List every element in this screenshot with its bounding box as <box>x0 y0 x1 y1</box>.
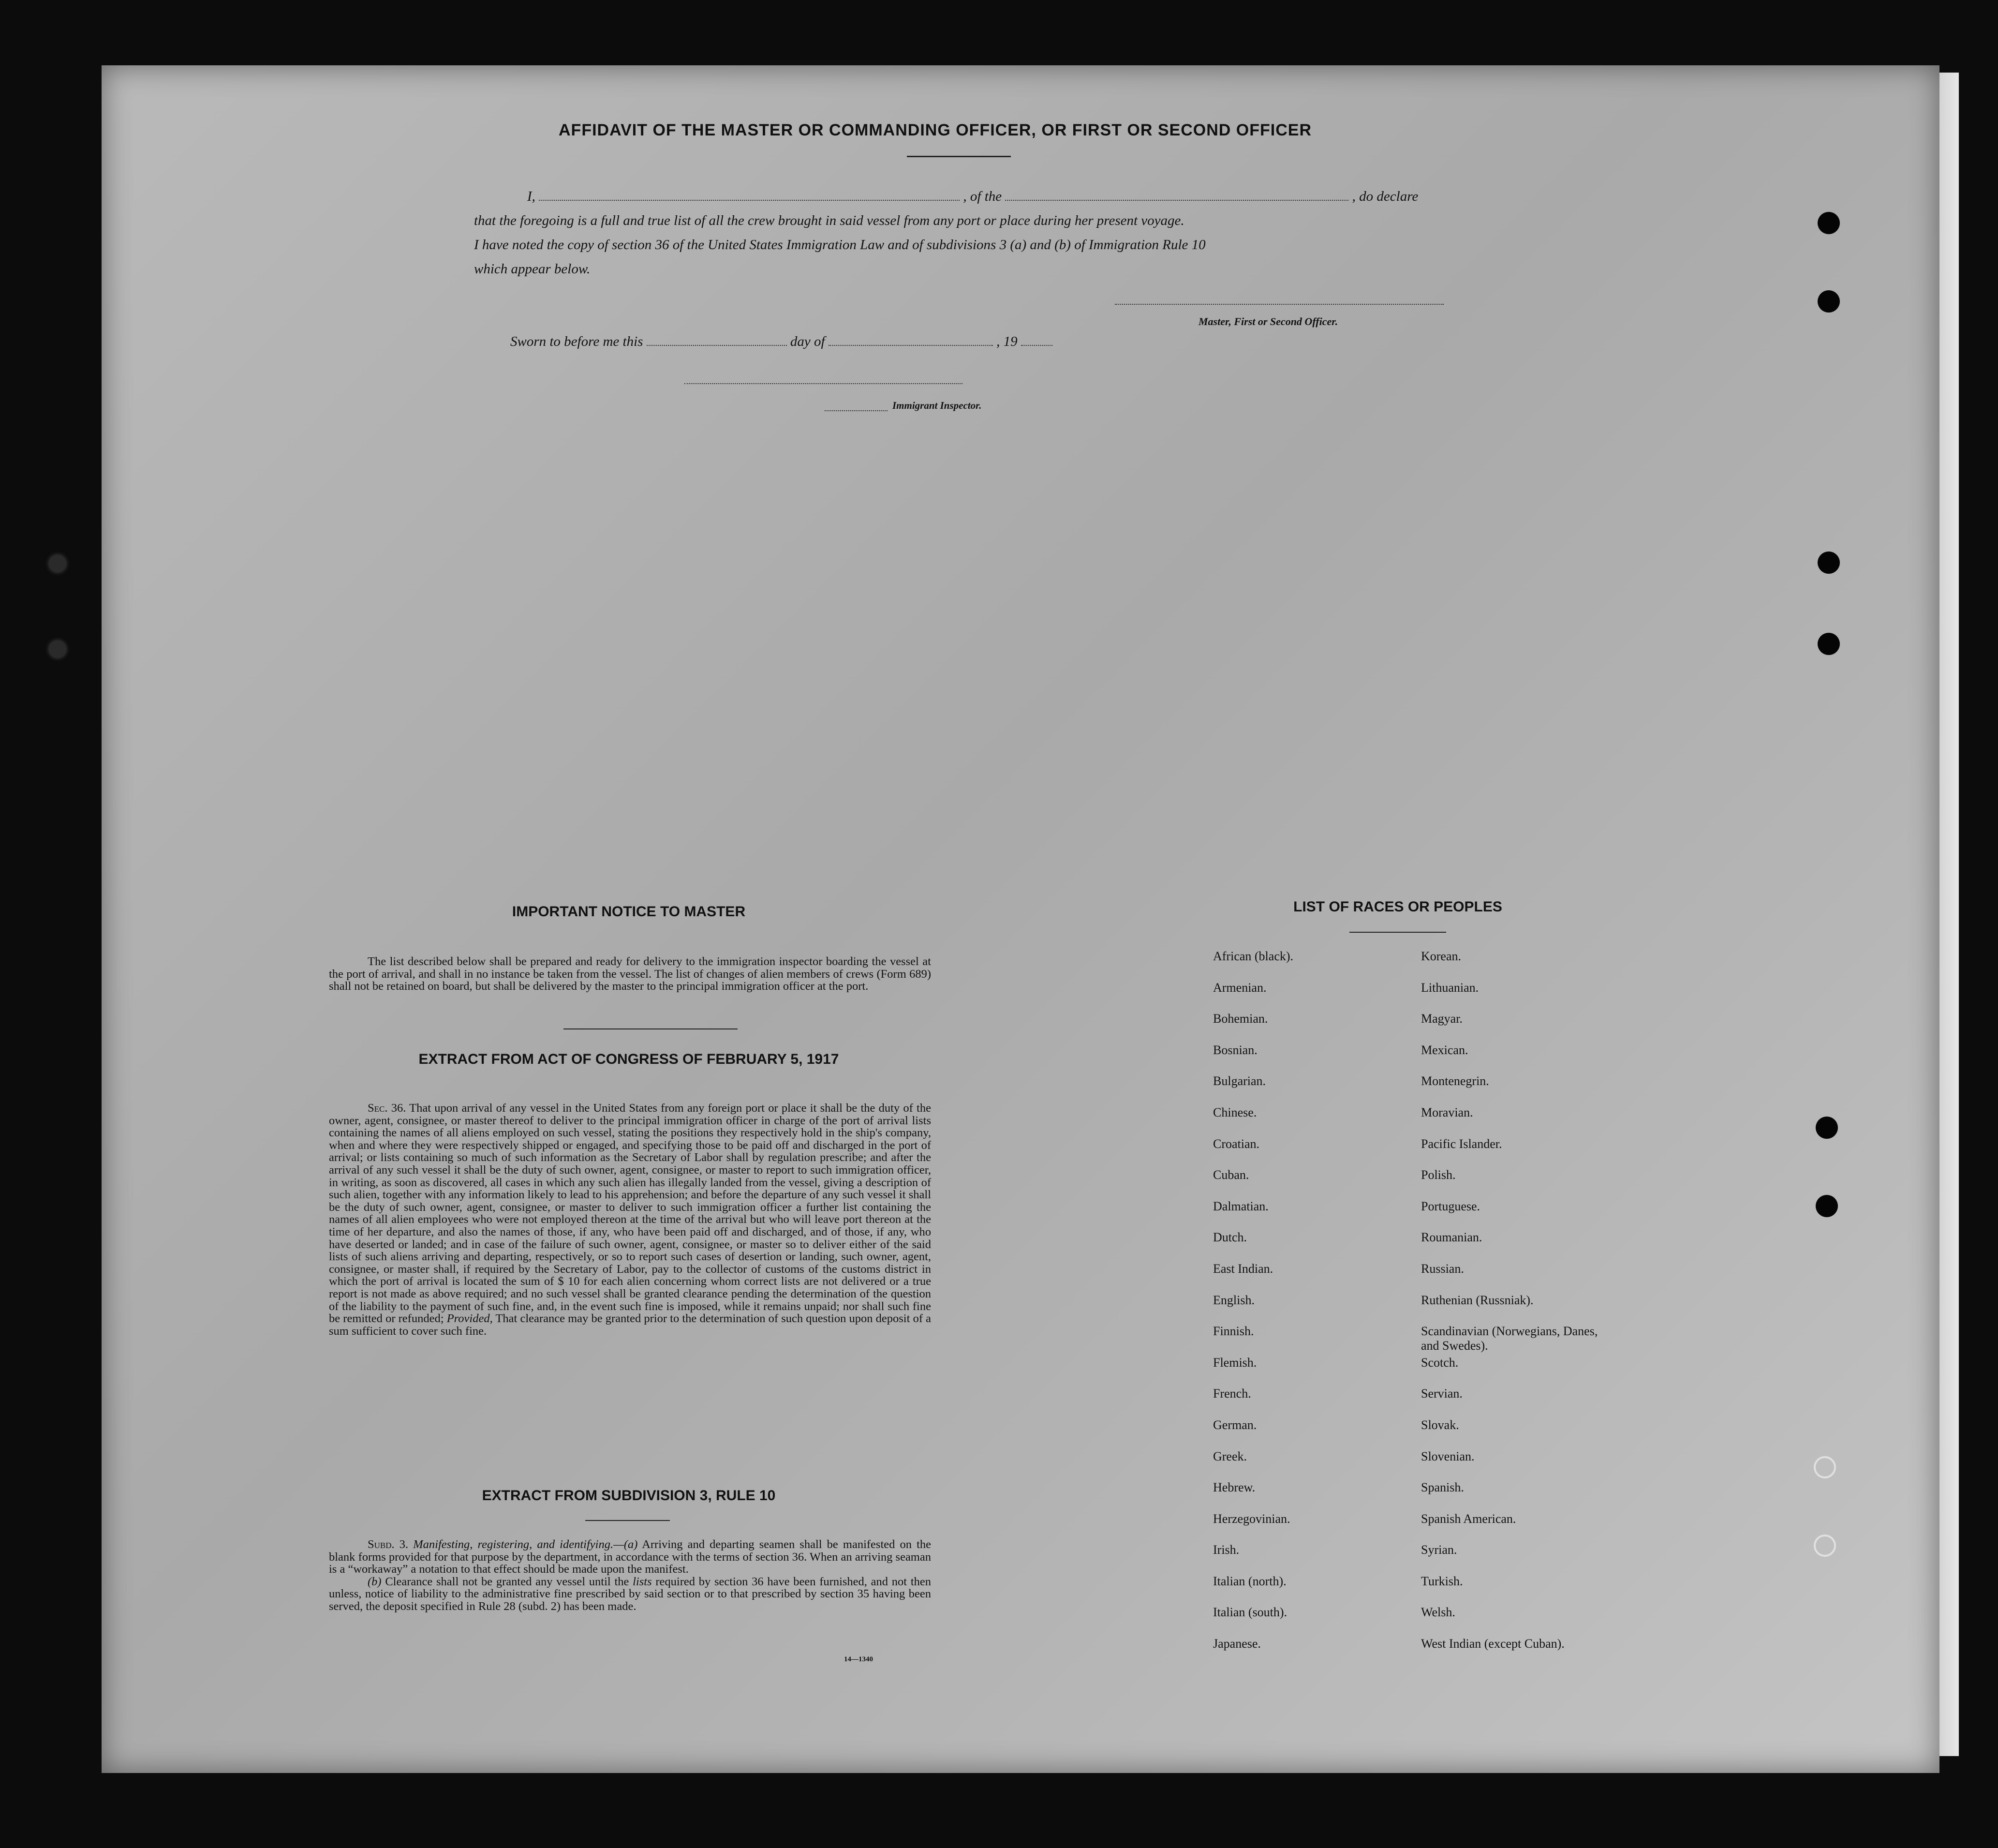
race-item: Dalmatian. <box>1213 1199 1269 1213</box>
extract-act-paragraph <box>329 1102 931 1337</box>
race-item: Turkish. <box>1421 1574 1463 1588</box>
race-item: Russian. <box>1421 1261 1464 1276</box>
race-item: English. <box>1213 1293 1255 1307</box>
affidavit-line-4: which appear below. <box>474 261 591 277</box>
race-item: Roumanian. <box>1421 1230 1482 1245</box>
subd-label: Subd. 3. <box>368 1538 409 1551</box>
races-left-column <box>1213 949 1293 1668</box>
master-signature-label: Master, First or Second Officer. <box>1199 315 1338 328</box>
race-item: Ruthenian (Russniak). <box>1421 1293 1534 1307</box>
subd-b-lists: lists <box>633 1575 652 1588</box>
race-item: Scandinavian (Norwegians, Danes, and Swedes). <box>1421 1324 1598 1353</box>
binder-hole <box>1818 290 1840 313</box>
race-item: Bulgarian. <box>1213 1074 1266 1088</box>
race-item: Slovak. <box>1421 1417 1459 1432</box>
binder-hole <box>1816 1195 1838 1217</box>
race-item: Polish. <box>1421 1168 1456 1182</box>
provided-label: Provided, <box>446 1312 493 1326</box>
inspector-signature-label: Immigrant Inspector. <box>892 400 982 411</box>
race-item: Armenian. <box>1213 980 1267 995</box>
races-heading: LIST OF RACES OR PEOPLES <box>1293 899 1502 915</box>
race-item: Portuguese. <box>1421 1199 1480 1213</box>
provided-text: That clearance may be granted prior to the determination of such question upon deposit of a sum sufficient to cover such fine. <box>329 1312 932 1338</box>
sworn-day-field[interactable] <box>647 345 787 346</box>
race-item: Hebrew. <box>1213 1480 1256 1495</box>
affidavit-line-1 <box>474 189 1418 205</box>
subd-title: Manifesting, registering, and identifying.—(a) <box>413 1538 638 1551</box>
sec-label: Sec. 36. <box>368 1102 406 1115</box>
race-item: Montenegrin. <box>1421 1074 1489 1088</box>
race-item: Bosnian. <box>1213 1043 1258 1057</box>
binder-hole <box>49 641 66 657</box>
affidavit-declare: , do declare <box>1352 189 1419 204</box>
affidavit-line-2: that the foregoing is a full and true list of all the crew brought in said vessel from any port or place during her present voyage. <box>474 213 1184 228</box>
affidavit-line-3: I have noted the copy of section 36 of the United States Immigration Law and of subdivisions 3 (a) and (b) of Immigration Rule 10 <box>474 237 1206 253</box>
race-item: Dutch. <box>1213 1230 1247 1245</box>
race-item: Lithuanian. <box>1421 980 1479 995</box>
form-number: 14—1340 <box>844 1655 873 1663</box>
sworn-day-of: day of <box>790 334 825 349</box>
subd-a-paragraph <box>329 1538 931 1576</box>
affidavit-heading: AFFIDAVIT OF THE MASTER OR COMMANDING OFFICER, OR FIRST OR SECOND OFFICER <box>559 121 1312 139</box>
subd-b-text-2: required by section 36 have been furnished, and not then unless, notice of liability to the administrative fine prescribed by said section or to that prescribed by section 35 having been served, the deposit specified in Rule 28 (subd. 2) has been made. <box>329 1575 931 1613</box>
extract-act-text <box>329 1102 931 1337</box>
race-item: French. <box>1213 1386 1251 1401</box>
vessel-name-field[interactable] <box>1005 200 1348 201</box>
race-item: Cuban. <box>1213 1168 1249 1182</box>
race-item: Flemish. <box>1213 1355 1257 1370</box>
race-item: West Indian (except Cuban). <box>1421 1637 1565 1651</box>
sworn-line <box>510 334 1052 350</box>
section-rule <box>1349 932 1446 933</box>
race-item: Syrian. <box>1421 1543 1457 1557</box>
sworn-year-prefix: , 19 <box>996 334 1018 349</box>
extract-rule-heading: EXTRACT FROM SUBDIVISION 3, RULE 10 <box>482 1488 776 1504</box>
race-item: Herzegovinian. <box>1213 1511 1290 1526</box>
subd-b-text-1: Clearance shall not be granted any vessel until the <box>385 1575 629 1588</box>
notice-heading: IMPORTANT NOTICE TO MASTER <box>512 904 746 920</box>
section-rule <box>585 1520 670 1521</box>
notice-paragraph: The list described below shall be prepared and ready for delivery to the immigration inspector boarding the vessel at the port of arrival, and shall in no instance be taken from the vessel. The list of changes of alien members of crews (Form 689) shall not be retained on board, but shall be delivered by the master to the principal immigration officer at the port. <box>329 955 931 993</box>
race-item: East Indian. <box>1213 1261 1273 1276</box>
master-signature-field[interactable] <box>1115 304 1444 305</box>
race-item: Irish. <box>1213 1543 1240 1557</box>
sworn-month-field[interactable] <box>829 345 993 346</box>
race-item: Croatian. <box>1213 1136 1260 1151</box>
race-item: Bohemian. <box>1213 1012 1268 1026</box>
subd-text: Arriving and departing seamen shall be manifested on the blank forms provided for that purpose by the department, in accordance with the terms of section 36. When an arriving seaman is a “workaway” a notation to that effect should be made upon the manifest. <box>329 1538 931 1576</box>
sec-text: That upon arrival of any vessel in the United States from any foreign port or place it shall be the duty of the owner, agent, consignee, or master thereof to deliver to the principal immigration officer in charge of the port of arrival lists containing the names of all aliens employed on such vessel, stating the positions they respectively hold in the ship's company, when and where they were respectively shipped or engaged, and specifying those to be paid off and discharged in the port of arrival; or lists containing so much of such information as the Secretary of Labor shall by regulation prescribe; and after the arrival of any such vessel it shall be the duty of such owner, agent, consignee, or master to report to such immigration officer, in writing, as soon as discovered, all cases in which any such alien has illegally landed from the vessel, giving a description of such alien, together with any information likely to lead to his apprehension; and before the departure of any such vessel it shall be the duty of such owner, agent, consignee, or master to deliver to such immigration officer a further list containing the names of all alien employees who were not employed thereon at the time of the arrival but who will leave port thereon at the time of her departure, and also the names of those, if any, who have been paid off and discharged, and of those, if any, who have deserted or landed; and in case of the failure of such owner, agent, consignee, or master so to deliver either of the said lists of such aliens arriving and departing, respectively, or so to report such cases of desertion or landing, such owner, agent, consignee, or master shall, if required by the Secretary of Labor, pay to the collector of customs of the customs district in which the port of arrival is located the sum of $ 10 for each alien concerning whom correct lists are not delivered or a true report is not made as above required; and no such vessel shall be granted clearance pending the determination of the question of the liability to the payment of such fine, and, in the event such fine is imposed, while it remains unpaid; nor shall such fine be remitted or refunded; <box>329 1102 931 1326</box>
binder-hole <box>1818 212 1840 234</box>
section-rule <box>563 1028 738 1029</box>
binder-hole <box>1818 633 1840 655</box>
race-item: Finnish. <box>1213 1324 1254 1339</box>
race-item: African (black). <box>1213 949 1294 963</box>
document-sheet <box>102 65 1939 1773</box>
extract-act-heading: EXTRACT FROM ACT OF CONGRESS OF FEBRUARY 5, 1917 <box>418 1051 839 1067</box>
race-item: Slovenian. <box>1421 1449 1475 1463</box>
race-item: Italian (north). <box>1213 1574 1287 1588</box>
race-item: Japanese. <box>1213 1637 1261 1651</box>
binder-hole <box>49 555 66 572</box>
master-name-field[interactable] <box>539 200 960 201</box>
sworn-text: Sworn to before me this <box>510 334 643 349</box>
race-item: German. <box>1213 1417 1257 1432</box>
race-item: Spanish. <box>1421 1480 1464 1495</box>
race-item: Greek. <box>1213 1449 1247 1463</box>
affidavit-i: I, <box>527 189 535 204</box>
race-item: Scotch. <box>1421 1355 1459 1370</box>
inspector-signature-field-short[interactable] <box>825 410 888 411</box>
subd-b-label: (b) <box>368 1575 382 1588</box>
binder-hole <box>1818 551 1840 574</box>
race-item: Korean. <box>1421 949 1462 963</box>
binder-hole <box>1814 1456 1836 1478</box>
heading-rule <box>907 156 1011 157</box>
binder-hole <box>1814 1535 1836 1557</box>
race-item: Spanish American. <box>1421 1511 1516 1526</box>
race-item: Servian. <box>1421 1386 1463 1401</box>
race-item: Italian (south). <box>1213 1605 1288 1620</box>
sworn-year-field[interactable] <box>1021 345 1052 346</box>
race-item: Mexican. <box>1421 1043 1468 1057</box>
binder-hole <box>1816 1117 1838 1139</box>
race-item: Magyar. <box>1421 1012 1463 1026</box>
notice-text <box>329 955 931 993</box>
inspector-signature-field[interactable] <box>684 383 962 384</box>
race-item: Pacific Islander. <box>1421 1136 1502 1151</box>
subd-b-paragraph <box>329 1576 931 1613</box>
affidavit-of-the: , of the <box>963 189 1002 204</box>
race-item: Moravian. <box>1421 1105 1473 1119</box>
race-item: Welsh. <box>1421 1605 1455 1620</box>
race-item: Chinese. <box>1213 1105 1257 1119</box>
races-right-column <box>1421 949 1610 1668</box>
extract-rule-text <box>329 1538 931 1613</box>
